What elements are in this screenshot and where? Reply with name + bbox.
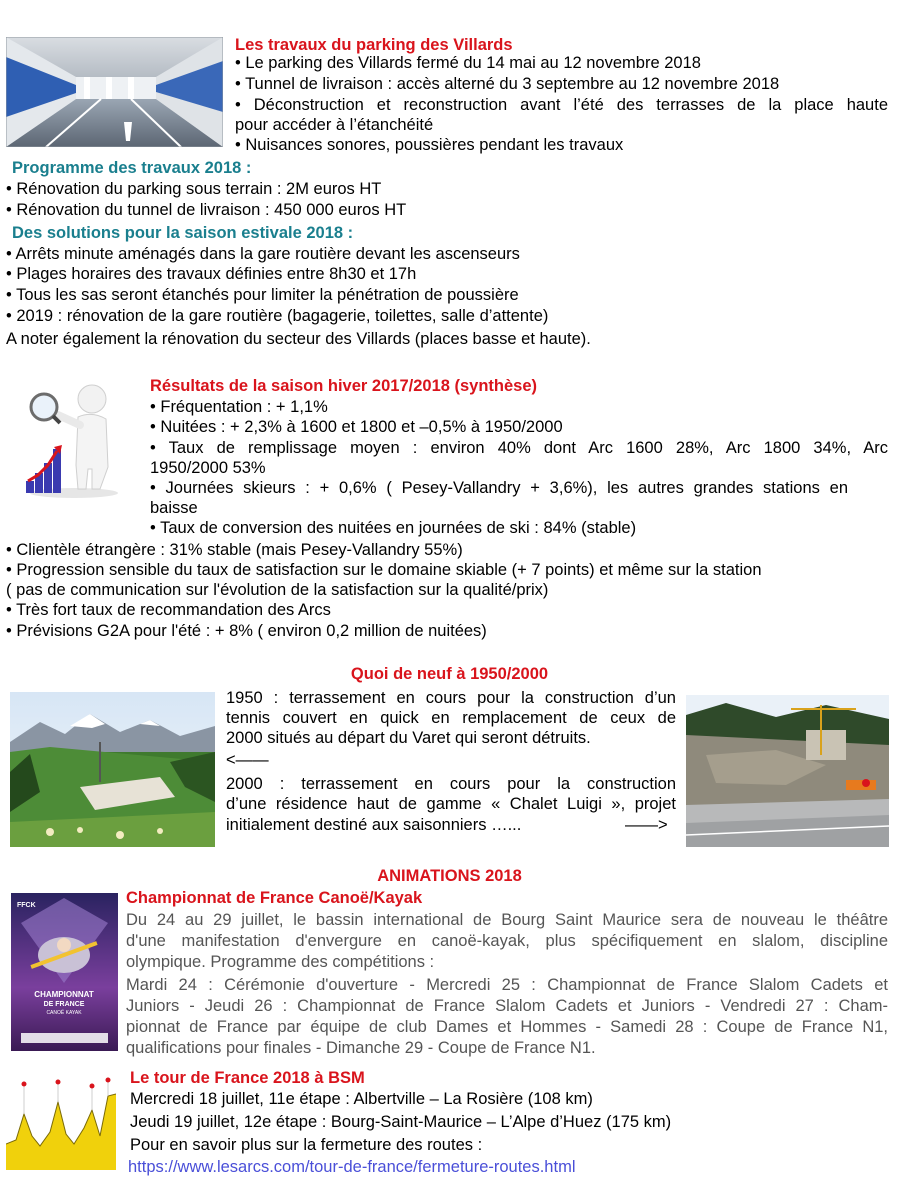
parking-bullet: • Déconstruction et reconstruction avant l’été des terrasses de la place haute [235, 96, 888, 114]
canoe-kayak-poster [11, 893, 118, 1051]
solutions-item: • 2019 : rénovation de la gare routière (bagagerie, toilettes, salle d’attente) [6, 307, 549, 325]
resultats-line: • Fréquentation : + 1,1% [150, 398, 328, 416]
tour-line: Mercredi 18 juillet, 11e étape : Albertville – La Rosière (108 km) [130, 1090, 593, 1108]
tour-line: Pour en savoir plus sur la fermeture des routes : [130, 1136, 483, 1154]
parking-bullet: • Le parking des Villards fermé du 14 mai au 12 novembre 2018 [235, 54, 701, 72]
construction-site-photo [686, 695, 889, 847]
resultats-more: • Prévisions G2A pour l'été : + 8% ( environ 0,2 million de nuitées) [6, 622, 487, 640]
canoe-title: Championnat de France Canoë/Kayak [126, 889, 423, 907]
parking-bullet: • Tunnel de livraison : accès alterné du 3 septembre au 12 novembre 2018 [235, 75, 780, 93]
quoi-line: 2000 : terrassement en cours pour la construction [226, 775, 676, 793]
poster-title-line3: CANOË KAYAK [46, 1010, 82, 1016]
resultats-more: • Très fort taux de recommandation des Arcs [6, 601, 331, 619]
canoe-line: pionnat de France par équipe de club Dames et Hommes - Samedi 28 : Coupe de France N1, [126, 1018, 888, 1036]
figure-magnifier-illustration [4, 377, 132, 501]
road-closure-link[interactable]: https://www.lesarcs.com/tour-de-france/fermeture-routes.html [128, 1158, 576, 1176]
programme-item: • Rénovation du tunnel de livraison : 450 000 euros HT [6, 201, 407, 219]
solutions-title: Des solutions pour la saison estivale 2018 : [12, 224, 354, 242]
parking-bullet-continued: pour accéder à l’étanchéité [235, 116, 434, 134]
resultats-more: ( pas de communication sur l'évolution de la satisfaction sur la qualité/prix) [6, 581, 549, 599]
tour-stage-profile-image [6, 1074, 116, 1170]
parking-bullet: • Nuisances sonores, poussières pendant les travaux [235, 136, 624, 154]
animations-title: ANIMATIONS 2018 [377, 867, 522, 885]
left-arrow: <—— [226, 751, 269, 769]
canoe-line: Du 24 au 29 juillet, le bassin international de Bourg Saint Maurice sera de nouveau le théâtre [126, 911, 888, 929]
canoe-line: Juniors - Jeudi 26 : Championnat de France Slalom Cadets et Juniors - Vendredi 27 : Cham- [126, 997, 888, 1015]
resultats-line-continued: 1950/2000 53% [150, 459, 266, 477]
parking-title: Les travaux du parking des Villards [235, 36, 513, 54]
canoe-line: olympique. Programme des compétitions : [126, 953, 435, 971]
solutions-item: • Tous les sas seront étanchés pour limiter la pénétration de poussière [6, 286, 519, 304]
quoi-line: 1950 : terrassement en cours pour la construction d’un [226, 689, 676, 707]
poster-title-line2: DE FRANCE [43, 1001, 85, 1008]
resultats-more: • Progression sensible du taux de satisfaction sur le domaine skiable (+ 7 points) et même sur la station [6, 561, 762, 579]
solutions-item: • Plages horaires des travaux définies entre 8h30 et 17h [6, 265, 417, 283]
tour-line: Jeudi 19 juillet, 12e étape : Bourg-Saint-Maurice – L’Alpe d’Huez (175 km) [130, 1113, 672, 1131]
right-arrow: ——> [625, 816, 668, 834]
resultats-line: • Taux de remplissage moyen : environ 40% dont Arc 1600 28%, Arc 1800 34%, Arc [150, 439, 888, 457]
solutions-item: • Arrêts minute aménagés dans la gare routière devant les ascenseurs [6, 245, 520, 263]
canoe-line: Mardi 24 : Cérémonie d'ouverture - Mercredi 25 : Championnat de France Slalom Cadets et [126, 976, 888, 994]
quoi-line: 2000 situés au départ du Varet qui seront détruits. [226, 729, 591, 747]
resultats-line: • Nuitées : + 2,3% à 1600 et 1800 et –0,5% à 1950/2000 [150, 418, 563, 436]
poster-title-line1: CHAMPIONNAT [34, 990, 94, 999]
programme-item: • Rénovation du parking sous terrain : 2M euros HT [6, 180, 382, 198]
quoi-line: tennis couvert en quick en remplacement de ceux de [226, 709, 676, 727]
tour-title: Le tour de France 2018 à BSM [130, 1069, 365, 1087]
resultats-title: Résultats de la saison hiver 2017/2018 (synthèse) [150, 377, 538, 395]
quoi-line: initialement destiné aux saisonniers …... [226, 816, 522, 834]
programme-title: Programme des travaux 2018 : [12, 159, 252, 177]
canoe-line: qualifications pour finales - Dimanche 29 - Coupe de France N1. [126, 1039, 596, 1057]
quoi-line: d’une résidence haut de gamme « Chalet Luigi », projet [226, 795, 676, 813]
resultats-line-continued: baisse [150, 499, 198, 517]
poster-ffck-logo: FFCK [17, 902, 36, 909]
canoe-line: d'une manifestation d'envergure en canoë-kayak, plus spécifiquement en slalom, discipline [126, 932, 888, 950]
resultats-line: • Journées skieurs : + 0,6% ( Pesey-Vallandry + 3,6%), les autres grandes stations en [150, 479, 848, 497]
parking-photo [6, 37, 223, 147]
resultats-more: • Clientèle étrangère : 31% stable (mais Pesey-Vallandry 55%) [6, 541, 463, 559]
quoi-de-neuf-title: Quoi de neuf à 1950/2000 [350, 665, 549, 683]
mountain-tennis-photo [10, 692, 215, 847]
resultats-line: • Taux de conversion des nuitées en journées de ski : 84% (stable) [150, 519, 637, 537]
solutions-note: A noter également la rénovation du secteur des Villards (places basse et haute). [6, 330, 591, 348]
